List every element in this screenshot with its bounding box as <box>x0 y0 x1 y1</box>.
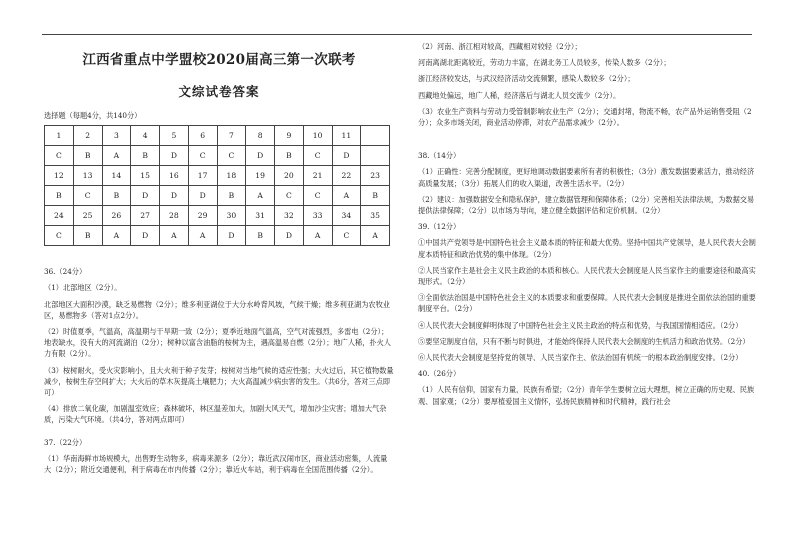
question-number-cell: 19 <box>246 166 275 186</box>
answer-cell: D <box>246 146 275 166</box>
answer-paragraph: 西藏地处偏远，地广人稀，经济落后与湖北人员交流少（2分）。 <box>418 90 621 100</box>
header-rule <box>42 34 752 35</box>
answer-cell: B <box>246 226 275 246</box>
question-number-cell: 35 <box>361 206 390 226</box>
answer-paragraph: ②人民当家作主是社会主义民主政治的本质和核心。人民代表大会制度是人民当家作主的重要途径和最高实现形式。（2分） <box>418 265 756 287</box>
question-number-cell: 18 <box>217 166 246 186</box>
answer-cell: B <box>217 186 246 206</box>
question-number-cell: 6 <box>188 126 217 146</box>
left-answers <box>44 266 394 475</box>
question-number-cell: 28 <box>160 206 189 226</box>
right-answers <box>418 41 758 407</box>
right-column <box>418 40 758 407</box>
answer-cell: C <box>332 226 361 246</box>
answer-cell: B <box>73 226 102 246</box>
question-number-cell: 12 <box>45 166 74 186</box>
answer-cell: B <box>45 186 74 206</box>
answer-paragraph: ③全面依法治国是中国特色社会主义的本质要求和重要保障。人民代表大会制度是推进全面依法治国的重要制度平台。（2分） <box>418 293 756 314</box>
answer-cell: D <box>131 226 160 246</box>
answer-paragraph: （1）北部地区（2分）。 <box>44 283 122 293</box>
answer-cell: B <box>131 146 160 166</box>
answer-paragraph: 39.（12分） <box>418 222 461 232</box>
question-number-cell: 26 <box>102 206 131 226</box>
answer-paragraph: （2）建议：加强数据安全和隐私保护，建立数据管理和保障体系；（2分）完善相关法律法规，为数据交易提供法律保障；（2分）以市场为导向，建立健全数据评估和定价机制。（2分） <box>418 194 755 216</box>
choice-intro: 选择题（每题4分，共140分） <box>44 111 142 120</box>
answer-row <box>45 186 390 206</box>
answer-paragraph: 38.（14分） <box>418 151 461 161</box>
answer-cell: A <box>188 226 217 246</box>
answer-paragraph: ④人民代表大会制度鲜明体现了中国特色社会主义民主政治的特点和优势，与我国国情相适应。（2分） <box>418 320 743 330</box>
question-number-cell: 14 <box>102 166 131 186</box>
answer-paragraph: ⑤要坚定制度自信，只有不断与时俱进，才能始终保持人民代表大会制度的生机活力和政治优势。（2分） <box>418 336 750 346</box>
answer-paragraph: （2）时值夏季，气温高，高温期与干旱期一致（2分）；夏季近地面气温高，空气对流强烈，多雷电（2分）；地表缺水，没有大的河流湖泊（2分）；树种以富含油脂的桉树为主，遇高温易自燃（2分）；地广人稀，扑火人力有限（2分）。 <box>44 327 391 359</box>
question-number-cell: 24 <box>45 206 74 226</box>
question-number-cell: 11 <box>332 126 361 146</box>
question-number-cell: 31 <box>246 206 275 226</box>
answer-cell: B <box>73 146 102 166</box>
question-number-cell: 9 <box>275 126 304 146</box>
answer-cell: A <box>246 186 275 206</box>
answer-cell: D <box>131 186 160 206</box>
question-number-cell: 4 <box>131 126 160 146</box>
answer-cell: B <box>361 186 390 206</box>
question-number-cell: 23 <box>361 166 390 186</box>
question-number-cell: 29 <box>188 206 217 226</box>
answer-cell: D <box>160 186 189 206</box>
question-number-cell: 32 <box>275 206 304 226</box>
answer-cell: C <box>73 186 102 206</box>
answer-paragraph: ①中国共产党领导是中国特色社会主义最本质的特征和最大优势。坚持中国共产党领导，是人民代表大会制度本质特征和政治优势的集中体现。（2分） <box>418 238 756 259</box>
question-number-cell: 8 <box>246 126 275 146</box>
answer-cell: B <box>275 146 304 166</box>
answer-cell: D <box>188 186 217 206</box>
question-number-cell: 30 <box>217 206 246 226</box>
question-number-cell: 15 <box>131 166 160 186</box>
question-number-cell: 27 <box>131 206 160 226</box>
question-number-cell: 22 <box>332 166 361 186</box>
question-number-cell: 33 <box>303 206 332 226</box>
question-number-cell: 5 <box>160 126 189 146</box>
question-number-cell: 13 <box>73 166 102 186</box>
question-number-cell: 3 <box>102 126 131 146</box>
answer-cell: A <box>332 186 361 206</box>
answer-paragraph: 浙江经济较发达，与武汉经济活动交流频繁，感染人数较多（2分）； <box>418 74 635 84</box>
question-number-cell: 17 <box>188 166 217 186</box>
answer-paragraph: （1）正确性：完善分配制度，更好地调动数据要素所有者的积极性；（3分）激发数据要素活力，推动经济高质量发展；（3分）拓展人们的收入渠道，改善生活水平。（2分） <box>418 167 755 188</box>
answer-cell: C <box>303 146 332 166</box>
question-number-cell: 25 <box>73 206 102 226</box>
answer-cell: A <box>102 146 131 166</box>
answer-cell: D <box>275 226 304 246</box>
question-number-cell: 10 <box>303 126 332 146</box>
document-title: 江西省重点中学盟校2020届高三第一次联考 <box>82 52 356 68</box>
answer-cell: C <box>275 186 304 206</box>
question-number-cell: 1 <box>45 126 74 146</box>
question-number-cell: 2 <box>73 126 102 146</box>
answer-cell: C <box>45 226 74 246</box>
answer-paragraph: （4）排放二氧化碳，加剧温室效应；森林破坏，林区温差加大，加剧大风天气，增加沙尘灾害；增加大气杂质，污染大气环境。（共4分，答对两点即可） <box>44 404 387 425</box>
answer-paragraph: （2）河南、浙江相对较高，西藏相对较轻（2分）； <box>418 42 582 51</box>
answer-table <box>44 125 390 246</box>
answer-cell: A <box>361 226 390 246</box>
answer-paragraph: 河南离湖北距离较近，劳动力丰富，在湖北务工人员较多，传染人数多（2分）； <box>418 58 671 68</box>
answer-cell: C <box>303 186 332 206</box>
question-number-cell: 21 <box>303 166 332 186</box>
question-number-row <box>45 126 390 146</box>
answer-row <box>45 146 390 166</box>
answer-cell: C <box>217 146 246 166</box>
answer-cell: A <box>102 226 131 246</box>
answer-row <box>45 226 390 246</box>
answer-paragraph: （3）桉树耐火，受火灾影响小，且大火利于种子发芽；桉树对当地气候的适应性强；大火过后，其它植物数量减少，桉树生存空间扩大；大火后的草木灰提高土壤肥力；大火高温减少病虫害的发生。（共6分，答对三点即可） <box>44 365 394 398</box>
question-number-cell: 34 <box>332 206 361 226</box>
question-number-cell: 16 <box>160 166 189 186</box>
answer-paragraph: 北部地区大面积沙漠，缺乏易燃物（2分）；维多利亚湖位于大分水岭背风坡，气候干燥；维多利亚湖为农牧业区，易燃物多（答对1点2分）。 <box>44 299 390 320</box>
answer-cell: C <box>45 146 74 166</box>
question-number-row <box>45 206 390 226</box>
answer-cell: B <box>102 186 131 206</box>
question-number-cell: 7 <box>217 126 246 146</box>
answer-paragraph: （1）人民有信仰，国家有力量，民族有希望；（2分）青年学生要树立远大理想，树立正确的历史观、民族观、国家观；（2分）要厚植爱国主义情怀，弘扬民族精神和时代精神，践行社会 <box>418 385 755 406</box>
answer-cell: A <box>160 226 189 246</box>
document-subtitle: 文综试卷答案 <box>178 84 260 99</box>
answer-paragraph: 36.（24分） <box>44 267 87 277</box>
answer-paragraph: （3）农业生产资料与劳动力受管制影响农业生产（2分）；交通封堵，物流不畅，农产品外运销售受阻（2分）；众多市场关闭，商业活动停滞，对农产品需求减少（2分）。 <box>418 106 752 128</box>
question-number-row <box>45 166 390 186</box>
left-column <box>44 40 394 475</box>
answer-cell <box>361 146 390 166</box>
answer-paragraph: 40.（26分） <box>418 369 461 379</box>
answer-paragraph: （1）华南海鲜市场规模大，出售野生动物多，病毒来源多（2分）；靠近武汉闹市区，商业活动密集，人流量大（2分）；附近交通便利，利于病毒在市内传播（2分）；靠近火车站，利于病毒在全国范围传播（2分）。 <box>44 453 388 475</box>
question-number-cell <box>361 126 390 146</box>
answer-cell: A <box>303 226 332 246</box>
answer-cell: D <box>332 146 361 166</box>
answer-cell: C <box>188 146 217 166</box>
answer-paragraph: 37.（22分） <box>44 437 87 447</box>
answer-paragraph: ⑥人民代表大会制度是坚持党的领导、人民当家作主、依法治国有机统一的根本政治制度安排。（2分） <box>418 353 743 363</box>
answer-cell: D <box>160 146 189 166</box>
answer-cell: D <box>217 226 246 246</box>
question-number-cell: 20 <box>275 166 304 186</box>
